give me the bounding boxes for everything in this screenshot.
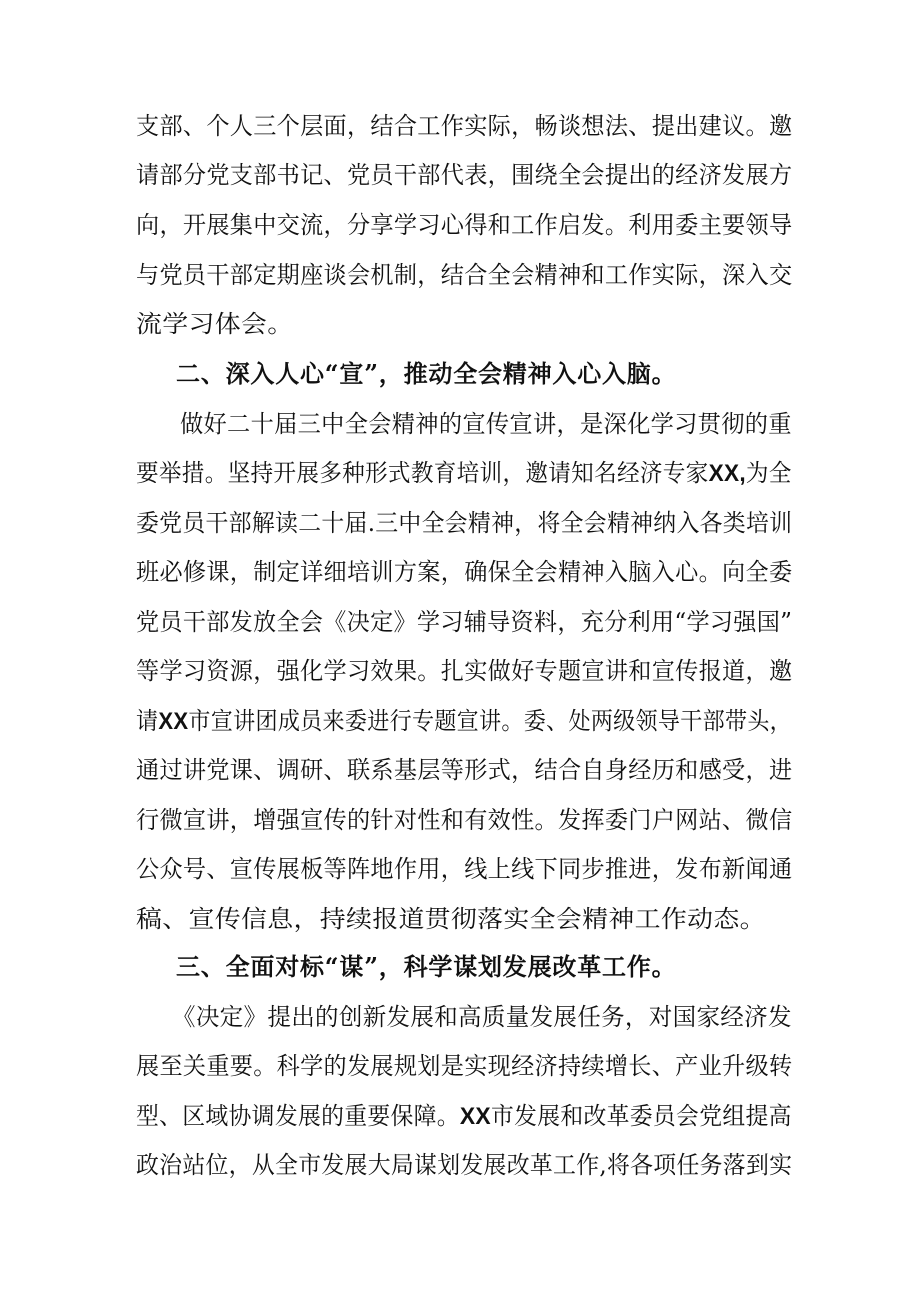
para2-line-3: 委党员干部解读二十届.三中全会精神，将全会精神纳入各类培训 (136, 509, 793, 537)
para2-line-8: 通过讲党课、调研、联系基层等形式，结合自身经历和感受，进 (136, 756, 793, 784)
para1-line-3: 向，开展集中交流，分享学习心得和工作启发。利用委主要领导 (136, 211, 793, 239)
para2-line-10: 公众号、宣传展板等阵地作用，线上线下同步推进，发布新闻通 (136, 855, 793, 883)
para1-line-1: 支部、个人三个层面，结合工作实际，畅谈想法、提出建议。邀 (136, 112, 793, 140)
para2-line-7 (136, 701, 792, 741)
para2-line-2-text-a: 要举措。坚持开展多种形式教育培训，邀请知名经济专家 (136, 459, 709, 487)
para2-line-6: 等学习资源，强化学习效果。扎实做好专题宣讲和宣传报道，邀 (136, 657, 793, 685)
para3-line-1: 《决定》提出的创新发展和高质量发展任务，对国家经济发 (172, 1003, 792, 1031)
para1-line-4: 与党员干部定期座谈会机制，结合全会精神和工作实际，深入交 (136, 261, 793, 289)
para1-line-2: 请部分党支部书记、党员干部代表，围绕全会提出的经济发展方 (136, 161, 793, 189)
para3-line-2: 展至关重要。科学的发展规划是实现经济持续增长、产业升级转 (136, 1052, 793, 1080)
para3-line-3-text-c: 市发展和改革委员会党组提高 (490, 1102, 792, 1130)
para2-line-2-text-c: 为全 (745, 459, 792, 487)
para2-line-5: 党员干部发放全会《决定》学习辅导资料，充分利用“学习强国” (136, 608, 793, 636)
para2-line-9: 行微宣讲，增强宣传的针对性和有效性。发挥委门户网站、微信 (136, 806, 793, 834)
placeholder-xx: XX (158, 708, 189, 735)
placeholder-xx: XX, (708, 460, 746, 487)
para2-line-1: 做好二十届三中全会精神的宣传宣讲，是深化学习贯彻的重 (180, 410, 792, 438)
para1-line-5: 流学习体会。 (136, 310, 294, 338)
para2-line-7-text-a: 请 (136, 707, 159, 735)
section-heading-2: 二、深入人心“宣”，推动全会精神入心入脑。 (176, 359, 677, 388)
para3-line-4: 政治站位，从全市发展大局谋划发展改革工作,将各项任务落到实 (136, 1151, 793, 1179)
para2-line-4: 班必修课，制定详细培训方案，确保全会精神入脑入心。向全委 (136, 558, 793, 586)
para3-line-3-text-a: 型、区域协调发展的重要保障。 (136, 1102, 460, 1130)
para2-line-11: 稿、宣传信息，持续报道贯彻落实全会精神工作动态。 (136, 905, 766, 933)
para3-line-3 (136, 1096, 792, 1136)
para2-line-7-text-c: 市宣讲团成员来委进行专题宣讲。委、处两级领导干部带头， (188, 707, 793, 735)
placeholder-xx: XX (459, 1103, 491, 1130)
para2-line-2 (136, 453, 792, 493)
section-heading-3: 三、全面对标“谋”，科学谋划发展改革工作。 (176, 952, 677, 981)
